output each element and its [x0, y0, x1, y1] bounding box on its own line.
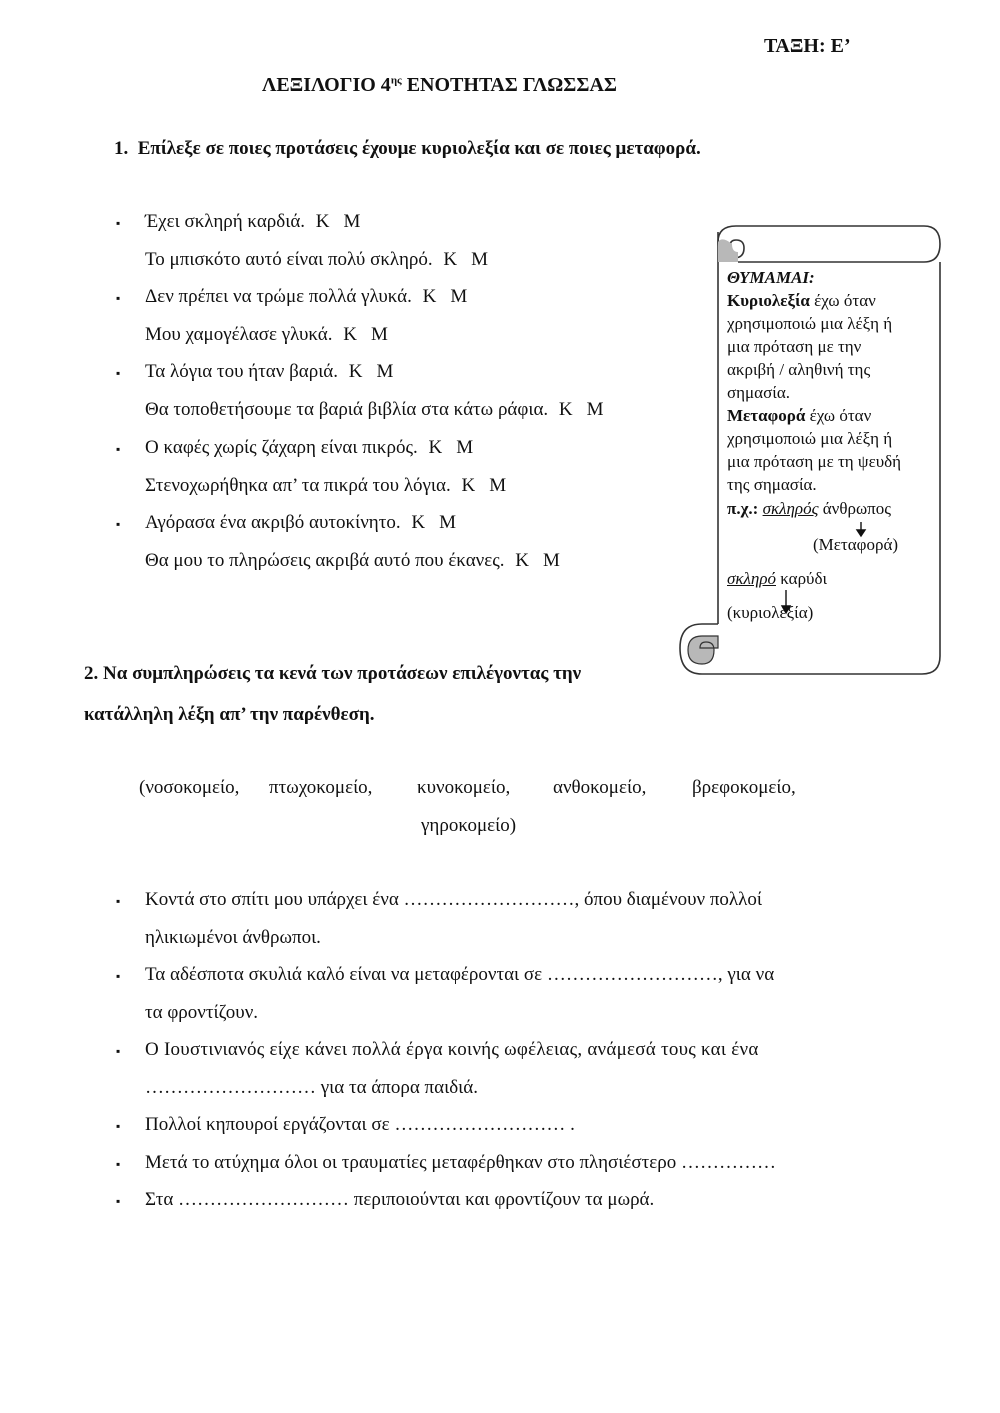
note-metaphor-line: [727, 404, 871, 427]
bottom-roll-icon: [688, 636, 718, 664]
fill-sentence[interactable]: Κοντά στο σπίτι μου υπάρχει ένα ………………………, όπου διαμένουν πολλοί: [145, 889, 762, 910]
option-k[interactable]: Κ: [315, 211, 330, 232]
list-item: [145, 249, 502, 271]
option-k[interactable]: Κ: [428, 437, 443, 458]
word-bank-item: ανθοκομείο,: [553, 777, 647, 798]
exercise1-instruction: [114, 138, 701, 160]
bullet-icon: ▪: [116, 442, 121, 456]
word-bank-item: πτωχοκομείο,: [269, 777, 373, 798]
note-example1: [727, 497, 891, 520]
exercise1-instruction-text: Επίλεξε σε ποιες προτάσεις έχουμε κυριολεξία και σε ποιες μεταφορά.: [137, 138, 701, 159]
sentence-literal: Θα τοποθετήσουμε τα βαριά βιβλία στα κάτω ράφια.: [145, 399, 549, 420]
option-m[interactable]: Μ: [450, 286, 468, 307]
list-item: [145, 437, 487, 459]
bullet-icon: ▪: [116, 969, 121, 983]
sentence-literal: Στενοχωρήθηκα απ’ τα πικρά του λόγια.: [145, 475, 451, 496]
option-k[interactable]: Κ: [443, 249, 458, 270]
bullet-icon: ▪: [116, 894, 121, 908]
sentence-literal: Δεν πρέπει να τρώμε πολλά γλυκά.: [145, 286, 412, 307]
exercise1-number: 1.: [114, 138, 129, 159]
exercise2-instruction-line1: 2. Να συμπληρώσεις τα κενά των προτάσεων επιλέγοντας την: [84, 663, 582, 684]
bullet-icon: ▪: [116, 1044, 121, 1058]
list-item: [145, 399, 618, 421]
note-example1-type: (Μεταφορά): [813, 535, 899, 554]
list-item: [145, 286, 481, 308]
option-m[interactable]: Μ: [456, 437, 474, 458]
note-metaphor-line: μια πρόταση με τη ψευδή: [727, 452, 902, 471]
fill-sentence-continued: ηλικιωμένοι άνθρωποι.: [145, 927, 321, 948]
note-example2-type: (κυριολεξία): [727, 603, 814, 622]
fill-sentence[interactable]: Πολλοί κηπουροί εργάζονται σε ……………………… .: [145, 1114, 575, 1135]
page-title-prefix: ΛΕΞΙΛΟΓΙΟ 4: [262, 74, 391, 96]
fill-sentence[interactable]: Τα αδέσποτα σκυλιά καλό είναι να μεταφέρονται σε ………………………, για να: [145, 964, 775, 985]
list-item: [145, 211, 374, 233]
sentence-literal: Μου χαμογέλασε γλυκά.: [145, 324, 333, 345]
bullet-icon: ▪: [116, 1119, 121, 1133]
sentence-literal: Αγόρασα ένα ακριβό αυτοκίνητο.: [145, 512, 401, 533]
note-example1-word: σκληρός: [762, 499, 819, 518]
note-metaphor-line: της σημασία.: [727, 475, 817, 494]
exercise2-instruction-line2: κατάλληλη λέξη απ’ την παρένθεση.: [84, 704, 375, 725]
page-title-suffix: ΕΝΟΤΗΤΑΣ ΓΛΩΣΣΑΣ: [401, 74, 617, 96]
option-m[interactable]: Μ: [489, 475, 507, 496]
note-literal-line: σημασία.: [727, 383, 790, 402]
sentence-literal: Ο καφές χωρίς ζάχαρη είναι πικρός.: [145, 437, 418, 458]
list-item: [145, 324, 402, 346]
bullet-icon: ▪: [116, 1157, 121, 1171]
option-k[interactable]: Κ: [348, 361, 363, 382]
fill-sentence[interactable]: Μετά το ατύχημα όλοι οι τραυματίες μεταφέρθηκαν στο πλησιέστερο ……………: [145, 1152, 776, 1173]
option-m[interactable]: Μ: [371, 324, 388, 345]
sentence-literal: Έχει σκληρή καρδιά.: [145, 211, 306, 232]
option-k[interactable]: Κ: [411, 512, 426, 533]
option-m[interactable]: Μ: [439, 512, 456, 533]
word-bank-item: κυνοκομείο,: [417, 777, 511, 798]
option-k[interactable]: Κ: [515, 550, 529, 571]
note-literal-term: Κυριολεξία: [727, 291, 810, 310]
fill-sentence-continued: τα φροντίζουν.: [145, 1002, 259, 1023]
note-example2-word: σκληρό: [727, 569, 776, 588]
note-metaphor-line: χρησιμοποιώ μια λέξη ή: [727, 429, 893, 448]
option-k[interactable]: Κ: [461, 475, 476, 496]
note-example2-rest: καρύδι: [776, 569, 828, 588]
sentence-literal: Θα μου το πληρώσεις ακριβά αυτό που έκανες.: [145, 550, 505, 571]
fill-sentence-continued[interactable]: ……………………… για τα άπορα παιδιά.: [145, 1077, 478, 1098]
bullet-icon: ▪: [116, 366, 121, 380]
note-literal-line: ακριβή / αληθινή της: [727, 360, 871, 379]
note-metaphor-term: Μεταφορά: [727, 406, 806, 425]
bullet-icon: ▪: [116, 291, 121, 305]
note-title: ΘΥΜΑΜΑΙ:: [727, 268, 815, 287]
fill-sentence[interactable]: Ο Ιουστινιανός είχε κάνει πολλά έργα κοινής ωφέλειας, ανάμεσά τους και ένα: [145, 1039, 759, 1060]
bullet-icon: ▪: [116, 1194, 121, 1208]
bullet-icon: ▪: [116, 517, 121, 531]
option-m[interactable]: Μ: [586, 399, 604, 420]
page-title-sup: ης: [390, 74, 402, 87]
word-bank-item: γηροκομείο): [421, 815, 517, 836]
bullet-icon: ▪: [116, 216, 121, 230]
option-m[interactable]: Μ: [542, 550, 560, 571]
fill-sentence[interactable]: Στα ……………………… περιποιούνται και φροντίζουν τα μωρά.: [145, 1189, 655, 1210]
word-bank-item: (νοσοκομείο,: [139, 777, 240, 798]
option-m[interactable]: Μ: [343, 211, 361, 232]
note-literal-line: μια πρόταση με την: [727, 337, 862, 356]
note-example2: [727, 567, 827, 590]
list-item: [145, 550, 574, 572]
option-k[interactable]: Κ: [343, 324, 357, 345]
word-bank-item: βρεφοκομείο,: [692, 777, 796, 798]
option-k[interactable]: Κ: [422, 286, 437, 307]
list-item: [145, 475, 520, 497]
note-example-label: π.χ.:: [727, 499, 759, 518]
top-roll-icon: [718, 239, 738, 262]
note-literal-line: χρησιμοποιώ μια λέξη ή: [727, 314, 893, 333]
sentence-literal: Τα λόγια του ήταν βαριά.: [145, 361, 339, 382]
note-literal-line: [727, 289, 876, 312]
note-example1-rest: άνθρωπος: [818, 499, 891, 518]
note-metaphor-text: έχω όταν: [805, 406, 872, 425]
note-literal-text: έχω όταν: [809, 291, 876, 310]
list-item: [145, 361, 407, 383]
option-m[interactable]: Μ: [376, 361, 394, 382]
class-label: ΤΑΞΗ: Ε’: [764, 35, 851, 57]
option-k[interactable]: Κ: [558, 399, 573, 420]
option-m[interactable]: Μ: [471, 249, 489, 270]
list-item: [145, 512, 470, 534]
sentence-literal: Το μπισκότο αυτό είναι πολύ σκληρό.: [145, 249, 433, 270]
page-title: [262, 74, 617, 97]
